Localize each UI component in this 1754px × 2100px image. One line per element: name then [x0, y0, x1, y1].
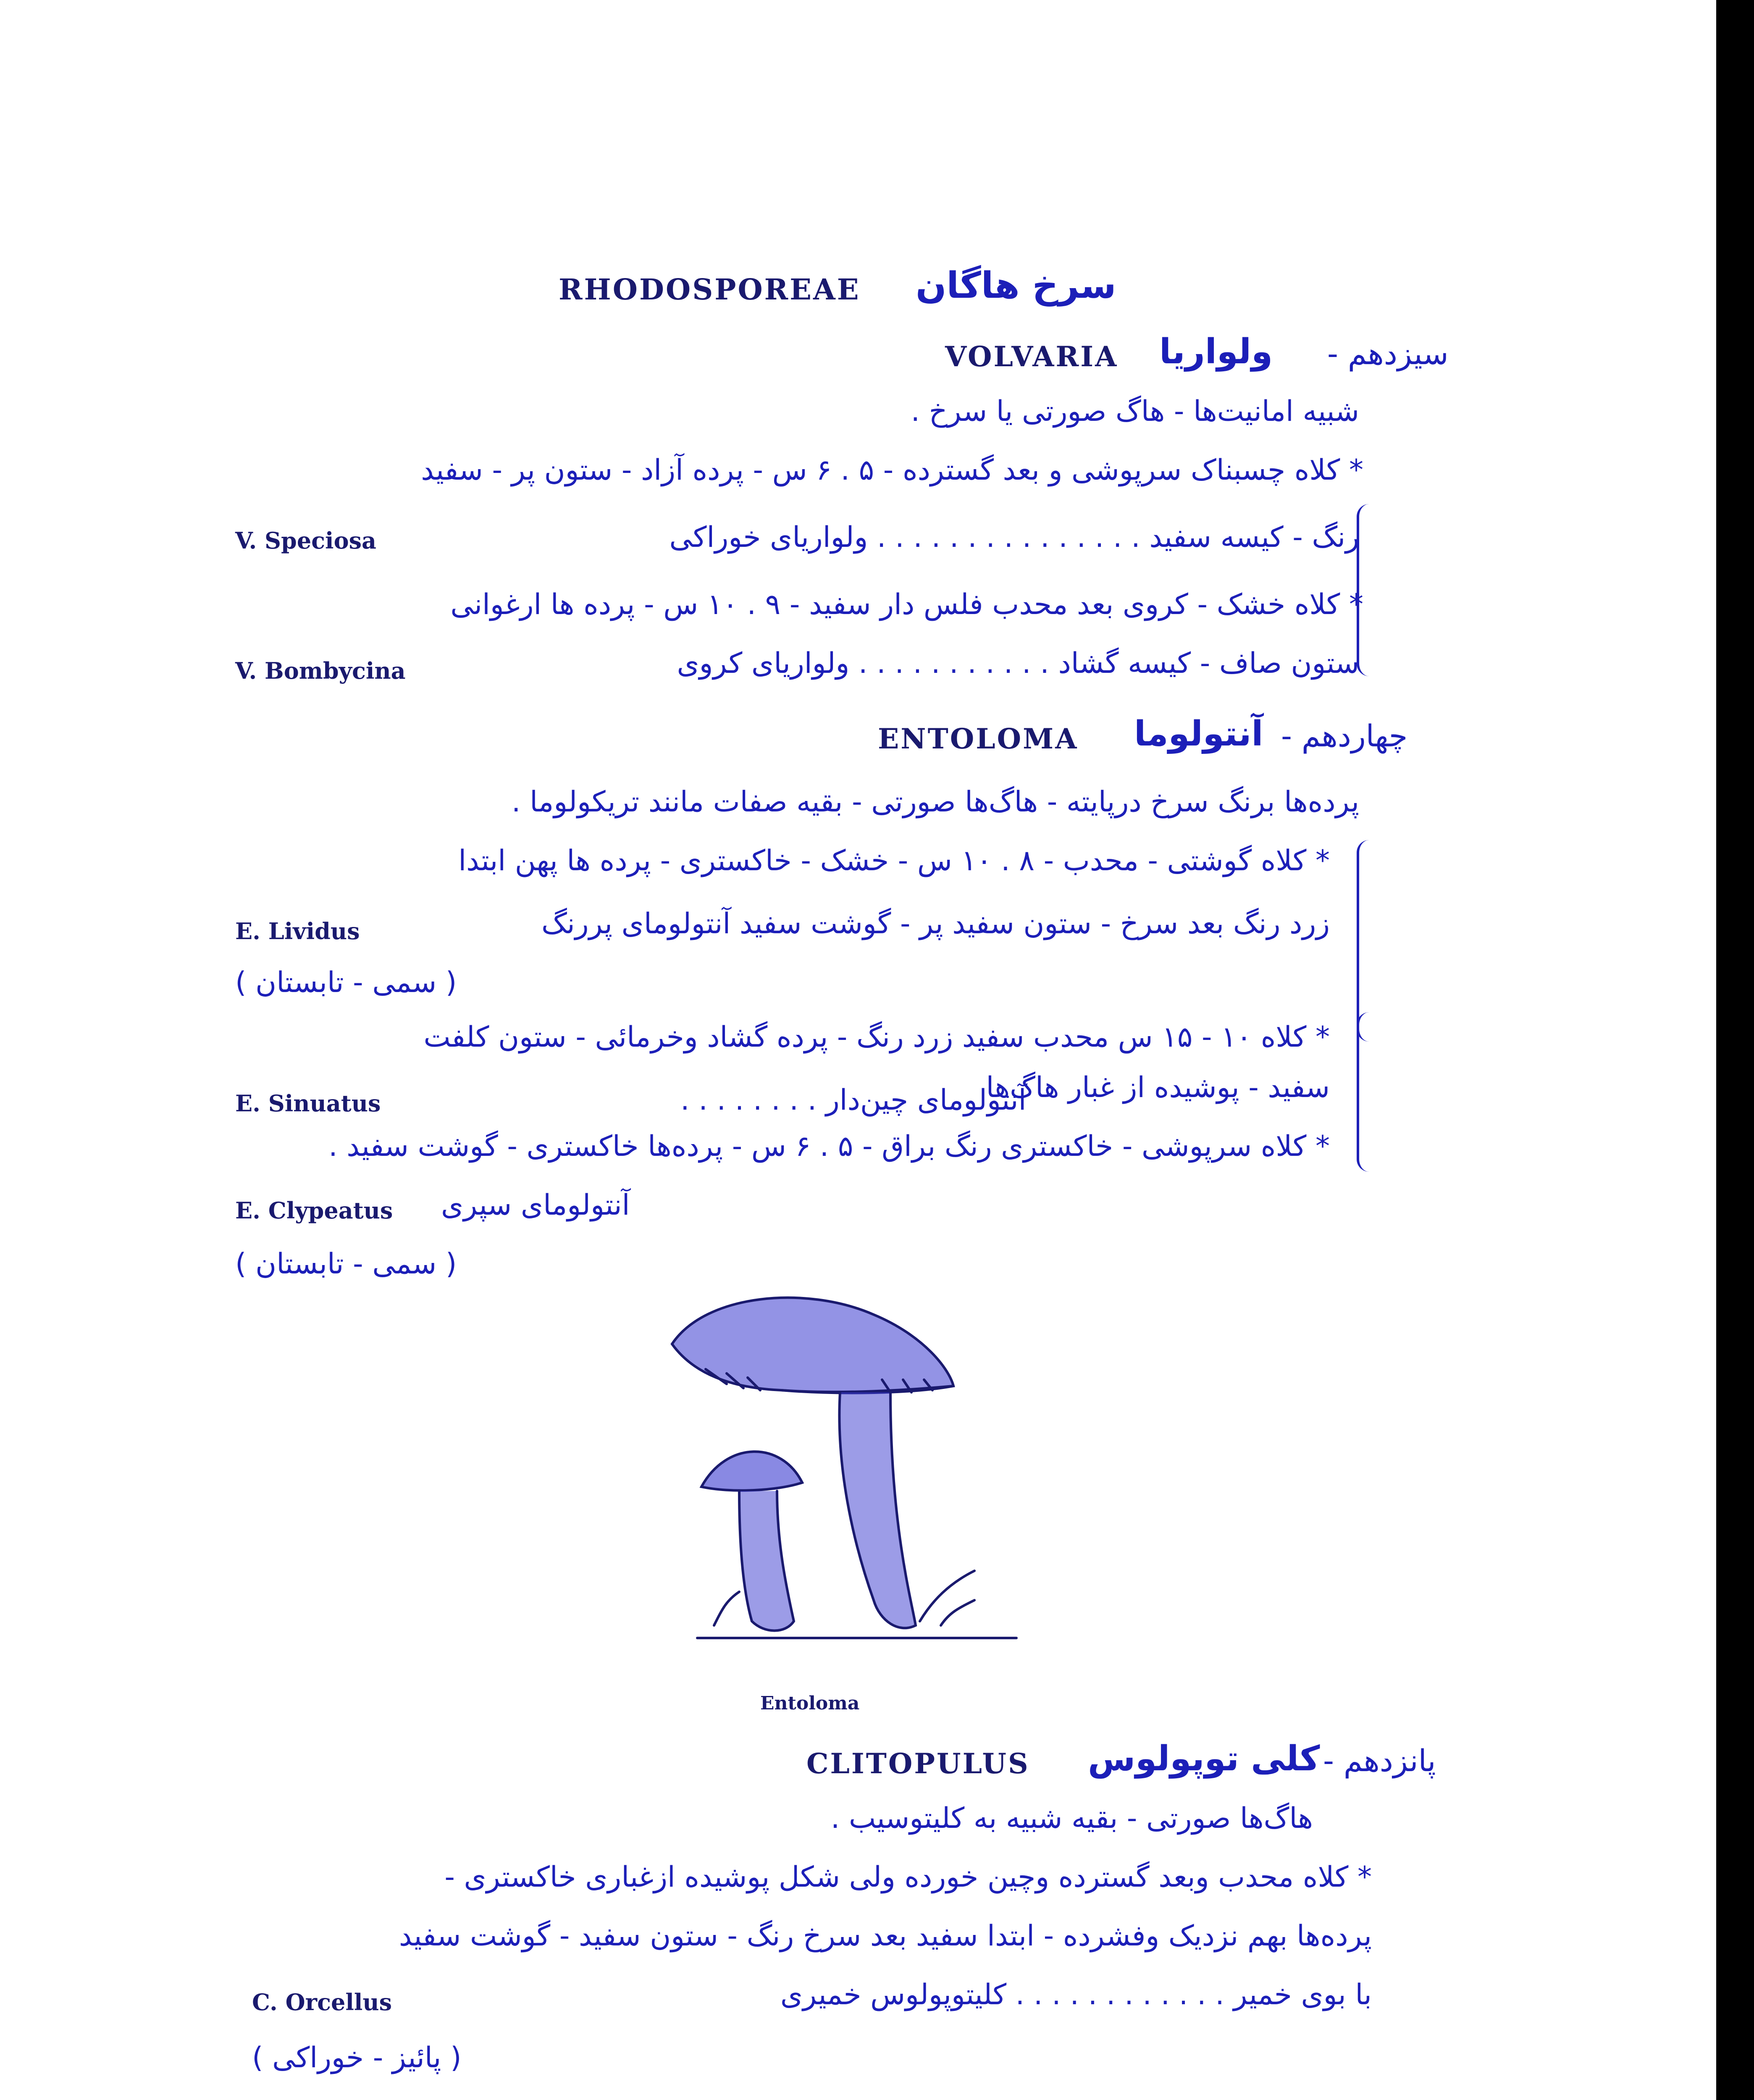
entoloma-entry3-name: آنتولومای سپری: [441, 1189, 630, 1222]
volvaria-bracket: [1357, 504, 1370, 676]
clitopulus-intro: هاگ‌ها صورتی - بقیه شبیه به کلیتوسیب .: [830, 1802, 1313, 1835]
page-header-latin: RHODOSPOREAE: [559, 273, 861, 307]
entoloma-entry1-line1: * کلاه گوشتی - محدب - ۸ . ۱۰ س - خشک - خاکستری - پرده ها پهن ابتدا: [458, 844, 1330, 877]
volvaria-entry1-line1: * کلاه چسبناک سرپوشی و بعد گسترده - ۵ . ۶ س - پرده آزاد - ستون پر - سفید: [421, 454, 1363, 487]
volvaria-entry1-line2: رنگ - کیسه سفید . . . . . . . . . . . . . . . ولواریای خوراکی: [669, 521, 1359, 554]
volvaria-entry1-latin: V. Speciosa: [235, 527, 376, 554]
clitopulus-heading-ordinal: پانزدهم -: [1323, 1743, 1436, 1778]
volvaria-entry2-line2: ستون صاف - کیسه گشاد . . . . . . . . . . . ولواریای کروی: [677, 647, 1359, 680]
entoloma-entry3-note: ( سمی - تابستان ): [235, 1247, 457, 1281]
entoloma-illustration: [655, 1289, 1067, 1688]
volvaria-entry2-line1: * کلاه خشک - کروی بعد محدب فلس دار سفید - ۹ . ۱۰ س - پرده ها ارغوانی: [450, 588, 1363, 621]
page-header-persian: سرخ هاگان: [916, 265, 1116, 307]
clitopulus-entry-latin: C. Orcellus: [252, 1989, 392, 2016]
entoloma-entry2-latin: E. Sinuatus: [235, 1090, 381, 1117]
entoloma-entry3-line1: * کلاه سرپوشی - خاکستری رنگ براق - ۵ . ۶ س - پرده‌ها خاکستری - گوشت سفید .: [328, 1130, 1330, 1163]
entoloma-heading-ordinal: چهاردهم -: [1281, 718, 1408, 753]
entoloma-entry2-line3: آنتولومای چین‌دار . . . . . . . .: [680, 1084, 1027, 1117]
entoloma-bracket-upper: [1357, 840, 1370, 1042]
clitopulus-entry-line2: پرده‌ها بهم نزدیک وفشرده - ابتدا سفید بعد سرخ رنگ - ستون سفید - گوشت سفید: [399, 1919, 1372, 1953]
volvaria-entry2-latin: V. Bombycina: [235, 657, 406, 684]
figure-caption: Entoloma: [760, 1693, 860, 1714]
volvaria-intro: شبیه امانیت‌ها - هاگ صورتی یا سرخ .: [911, 395, 1359, 428]
entoloma-entry2-line1: * کلاه ۱۰ - ۱۵ س محدب سفید زرد رنگ - پرده گشاد وخرمائی - ستون کلفت: [423, 1021, 1330, 1054]
entoloma-entry2-line2: سفید - پوشیده از غبار هاگ‌ها: [986, 1071, 1330, 1104]
volvaria-heading-ordinal: سیزدهم -: [1327, 336, 1449, 371]
entoloma-heading-latin: ENTOLOMA: [878, 722, 1079, 755]
entoloma-intro: پرده‌ها برنگ سرخ درپایته - هاگ‌ها صورتی - بقیه صفات مانند تریکولوما .: [511, 785, 1359, 819]
scan-edge-right: [1716, 0, 1754, 2100]
entoloma-entry3-latin: E. Clypeatus: [235, 1197, 393, 1224]
volvaria-heading-persian: ولواریا: [1159, 332, 1273, 372]
volvaria-heading-latin: VOLVARIA: [945, 340, 1119, 373]
clitopulus-heading-latin: CLITOPULUS: [806, 1747, 1030, 1780]
clitopulus-heading-persian: کلی توپولوس: [1088, 1739, 1320, 1779]
entoloma-heading-persian: آنتولوما: [1134, 714, 1263, 754]
entoloma-entry1-latin: E. Lividus: [235, 918, 360, 945]
entoloma-entry1-line2: زرد رنگ بعد سرخ - ستون سفید پر - گوشت سفید آنتولومای پررنگ: [541, 907, 1330, 940]
clitopulus-entry-line1: * کلاه محدب وبعد گسترده وچین خورده ولی شکل پوشیده ازغباری خاکستری -: [444, 1861, 1372, 1894]
clitopulus-entry-line3: با بوی خمیر . . . . . . . . . . . . کلیتوپولوس خمیری: [780, 1978, 1372, 2011]
clitopulus-entry-note: ( پائیز - خوراکی ): [252, 2041, 462, 2074]
entoloma-entry1-note: ( سمی - تابستان ): [235, 966, 457, 999]
entoloma-bracket-lower: [1357, 1012, 1370, 1172]
